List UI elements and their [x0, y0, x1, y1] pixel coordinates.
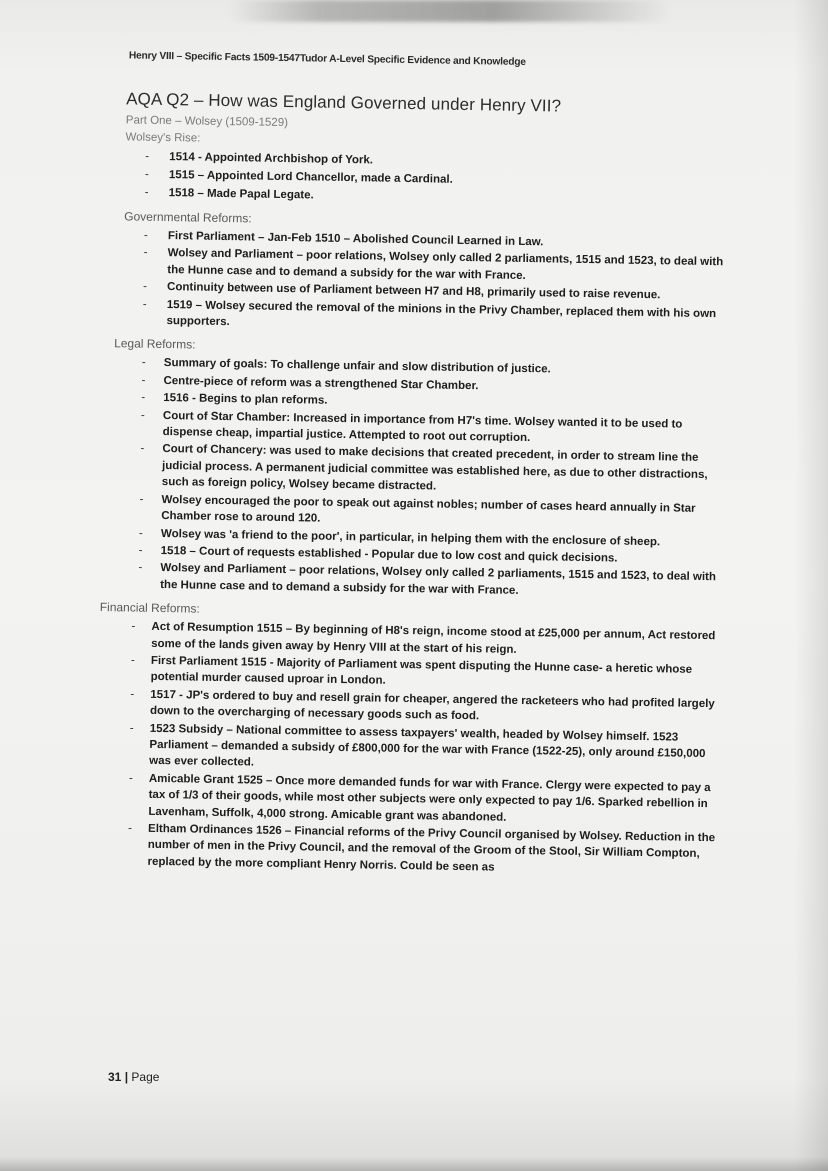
list-item-text: First Parliament 1515 - Majority of Parliament was spent disputing the Hunne case- a heretic whose potential murder caused uproar in London. [150, 654, 693, 688]
rise-list [102, 148, 743, 212]
section-legal-reforms [96, 334, 740, 602]
page-edge-shadow [794, 0, 828, 1171]
list-item: - First Parliament 1515 - Majority of Parliament was spent disputing the Hunne case- a heretic whose potential murder caused uproar in London. [130, 654, 693, 688]
list-item-text: 1515 – Appointed Lord Chancellor, made a Cardinal. [168, 169, 453, 186]
list-item-text: Summary of goals: To challenge unfair and slow distribution of justice. [163, 357, 551, 376]
list-item-text: Act of Resumption 1515 – By beginning of H8's reign, income stood at £25,000 per annum, Act restored some of the lands given away by Henry VIII at the start of his reign. [151, 620, 716, 656]
scan-shadow-bottom [0, 1157, 828, 1171]
list-item-text: 1514 - Appointed Archbishop of York. [169, 151, 374, 167]
page-title: AQA Q2 – How was England Governed under Henry VII? [126, 89, 562, 116]
list-item: - Wolsey and Parliament – poor relations, Wolsey only called 2 parliaments, 1515 and 1523, to deal with the Hunne case and to demand a subsidy for the war with France. [138, 561, 717, 597]
section-financial-reforms [91, 598, 735, 880]
list-item: - Wolsey and Parliament – poor relations, Wolsey only called 2 parliaments, 1515 and 1523, to deal with the Hunne case and to demand a subsidy for the war with France. [143, 247, 724, 282]
list-item: - 1523 Subsidy – National committee to assess taxpayers' wealth, headed by Wolsey himself. 1523 Parliament – demanded a subsidy of £800,000 for the war with France (1522-25), only around £150,000 was ever collected. [129, 722, 706, 769]
list-item: - 1518 – Court of requests established - Popular due to low cost and quick decisions. [138, 544, 618, 565]
list-item: - Amicable Grant 1525 – Once more demanded funds for war with France. Clergy were expected to pay a tax of 1/3 of their goods, while most other subjects were only expected to pay 1/6. Sparked rebellion in Lavenham, Suffolk, 4,000 strong. Amicable grant was abandoned. [128, 772, 711, 824]
list-item-text: Amicable Grant 1525 – Once more demanded funds for war with France. Clergy were expected to pay a tax of 1/3 of their goods, while most other subjects were only expected to pay 1/6. Sparked rebellion in Lavenham, Suffolk, 4,000 strong. Amicable grant was abandoned. [148, 772, 711, 824]
list-item: - Wolsey encouraged the poor to speak out against nobles; number of cases heard annually in Star Chamber rose to around 120. [139, 493, 696, 525]
list-item-text: 1517 - JP's ordered to buy and resell grain for cheaper, angered the racketeers who had profited largely down to the overcharging of necessary goods such as food. [149, 688, 715, 723]
page-footer [108, 1070, 159, 1084]
list-item-text: Eltham Ordinances 1526 – Financial reforms of the Privy Council organised by Wolsey. Reduction in the number of men in the Privy Council, and the removal of the Groom of the Stool, Sir William Compton, replaced by the more compliant Henry Norris. Could be seen as [147, 822, 716, 874]
list-item-text: Centre-piece of reform was a strengthened Star Chamber. [163, 374, 479, 393]
list-item-text: 1519 – Wolsey secured the removal of the minions in the Privy Chamber, replaced them with his own supporters. [166, 298, 717, 329]
section-label-governmental: Governmental Reforms: [124, 209, 252, 226]
list-item: - 1517 - JP's ordered to buy and resell grain for cheaper, angered the racketeers who had profited largely down to the overcharging of necessary goods such as food. [130, 688, 715, 723]
list-item-text: 1523 Subsidy – National committee to assess taxpayers' wealth, headed by Wolsey himself. 1523 Parliament – demanded a subsidy of £800,000 for the war with France (1522-25), only around £150,000 was ever collected. [149, 722, 706, 769]
list-item: - Summary of goals: To challenge unfair and slow distribution of justice. [141, 357, 551, 376]
list-item-text: 1518 – Court of requests established - Popular due to low cost and quick decisions. [160, 544, 618, 565]
list-item: - First Parliament – Jan-Feb 1510 – Abolished Council Learned in Law. [143, 229, 544, 249]
list-item-text: 1516 - Begins to plan reforms. [163, 392, 328, 407]
list-item-text: 1518 – Made Papal Legate. [168, 187, 314, 202]
document-content [91, 50, 745, 881]
list-item-text: Continuity between use of Parliament between H7 and H8, primarily used to raise revenue. [166, 281, 661, 302]
governmental-list [100, 227, 742, 339]
list-item-text: Wolsey encouraged the poor to speak out against nobles; number of cases heard annually in Star Chamber rose to around 120. [161, 493, 696, 525]
list-item-text: Wolsey and Parliament – poor relations, Wolsey only called 2 parliaments, 1515 and 1523, to deal with the Hunne case and to demand a subsidy for the war with France. [167, 247, 724, 282]
list-item: - 1518 – Made Papal Legate. [144, 186, 314, 202]
list-item: - Court of Chancery: was used to make decisions that created precedent, in order to stream line the judicial process. A permanent judicial committee was established here, as due to other distractions, such as foreign policy, Wolsey became distracted. [140, 443, 708, 493]
list-item: - 1514 - Appointed Archbishop of York. [145, 150, 374, 167]
part-heading: Part One – Wolsey (1509-1529) [125, 114, 289, 130]
list-item: - Centre-piece of reform was a strengthened Star Chamber. [141, 374, 479, 393]
list-item: - Continuity between use of Parliament between H7 and H8, primarily used to raise revenue. [142, 280, 661, 302]
financial-list [91, 618, 735, 880]
list-item: - 1516 - Begins to plan reforms. [141, 391, 328, 407]
list-item: - Act of Resumption 1515 – By beginning of H8's reign, income stood at £25,000 per annum, Act restored some of the lands given away by Henry VIII at the start of his reign. [131, 620, 716, 656]
section-governmental-reforms [100, 207, 742, 339]
list-item: - 1515 – Appointed Lord Chancellor, made a Cardinal. [144, 168, 453, 186]
page-number: 31 [108, 1070, 122, 1084]
list-item-text: First Parliament – Jan-Feb 1510 – Abolished Council Learned in Law. [167, 230, 544, 249]
section-label-financial: Financial Reforms: [99, 600, 200, 616]
list-item: - Court of Star Chamber: Increased in importance from H7's time. Wolsey wanted it to be used to dispense cheap, impartial justice. Attempted to root out corruption. [140, 409, 683, 445]
page-separator: | [124, 1070, 129, 1084]
list-item-text: Court of Star Chamber: Increased in importance from H7's time. Wolsey wanted it to be used to dispense cheap, impartial justice. Attempted to root out corruption. [162, 409, 683, 445]
running-header: Henry VIII – Specific Facts 1509-1547Tudor A-Level Specific Evidence and Knowledge [128, 50, 526, 68]
section-label-rise: Wolsey's Rise: [125, 131, 201, 145]
list-item-text: Wolsey and Parliament – poor relations, Wolsey only called 2 parliaments, 1515 and 1523, to deal with the Hunne case and to demand a subsidy for the war with France. [160, 562, 717, 597]
list-item: - Eltham Ordinances 1526 – Financial reforms of the Privy Council organised by Wolsey. Reduction in the number of men in the Privy Council, and the removal of the Groom of the Stool, Sir William Compton, replaced by the more compliant Henry Norris. Could be seen as [127, 822, 716, 874]
section-label-legal: Legal Reforms: [114, 336, 196, 352]
page-word: Page [131, 1070, 160, 1084]
scan-shadow-top [230, 0, 670, 22]
legal-list [96, 354, 740, 602]
list-item: - 1519 – Wolsey secured the removal of the minions in the Privy Chamber, replaced them with his own supporters. [142, 298, 717, 329]
list-item-text: Wolsey was 'a friend to the poor', in particular, in helping them with the enclosure of sheep. [160, 527, 661, 548]
list-item: - Wolsey was 'a friend to the poor', in particular, in helping them with the enclosure of sheep. [138, 527, 661, 548]
list-item-text: Court of Chancery: was used to make decisions that created precedent, in order to stream line the judicial process. A permanent judicial committee was established here, as due to other distractions, such as foreign policy, Wolsey became distracted. [161, 443, 708, 493]
section-wolsey-rise [102, 129, 743, 212]
